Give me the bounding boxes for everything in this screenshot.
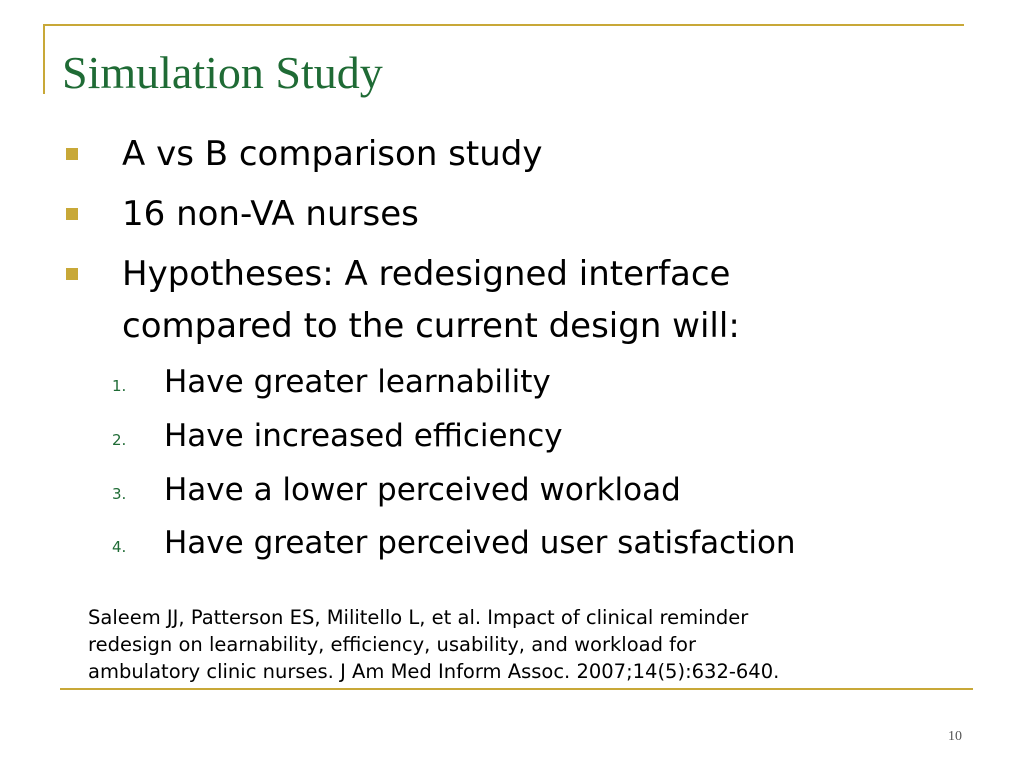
hypothesis-number: 4. bbox=[112, 538, 127, 556]
bullet-text-line-1: Hypotheses: A redesigned interface bbox=[122, 254, 731, 294]
hypothesis-number: 2. bbox=[112, 431, 127, 449]
citation-line-2: redesign on learnability, efficiency, usability, and workload for bbox=[88, 633, 696, 656]
left-rule bbox=[43, 24, 45, 94]
bullet-text: A vs B comparison study bbox=[122, 134, 543, 174]
square-bullet-icon bbox=[66, 208, 78, 220]
square-bullet-icon bbox=[66, 268, 78, 280]
hypothesis-number: 1. bbox=[112, 377, 127, 395]
page-number: 10 bbox=[948, 729, 962, 744]
square-bullet-icon bbox=[66, 148, 78, 160]
hypothesis-number: 3. bbox=[112, 485, 127, 503]
hypothesis-text: Have increased efficiency bbox=[164, 418, 563, 454]
citation-reference bbox=[88, 604, 928, 685]
top-rule bbox=[43, 24, 964, 26]
bottom-rule bbox=[60, 688, 973, 690]
slide-title: Simulation Study bbox=[62, 47, 383, 98]
hypothesis-text: Have a lower perceived workload bbox=[164, 472, 681, 508]
bullet-text: 16 non-VA nurses bbox=[122, 194, 419, 234]
hypothesis-text: Have greater perceived user satisfaction bbox=[164, 525, 796, 561]
citation-line-1: Saleem JJ, Patterson ES, Militello L, et al. Impact of clinical reminder bbox=[88, 606, 749, 629]
hypothesis-text: Have greater learnability bbox=[164, 364, 551, 400]
bullet-text-line-2: compared to the current design will: bbox=[122, 306, 740, 346]
citation-line-3: ambulatory clinic nurses. J Am Med Inform Assoc. 2007;14(5):632-640. bbox=[88, 660, 780, 683]
